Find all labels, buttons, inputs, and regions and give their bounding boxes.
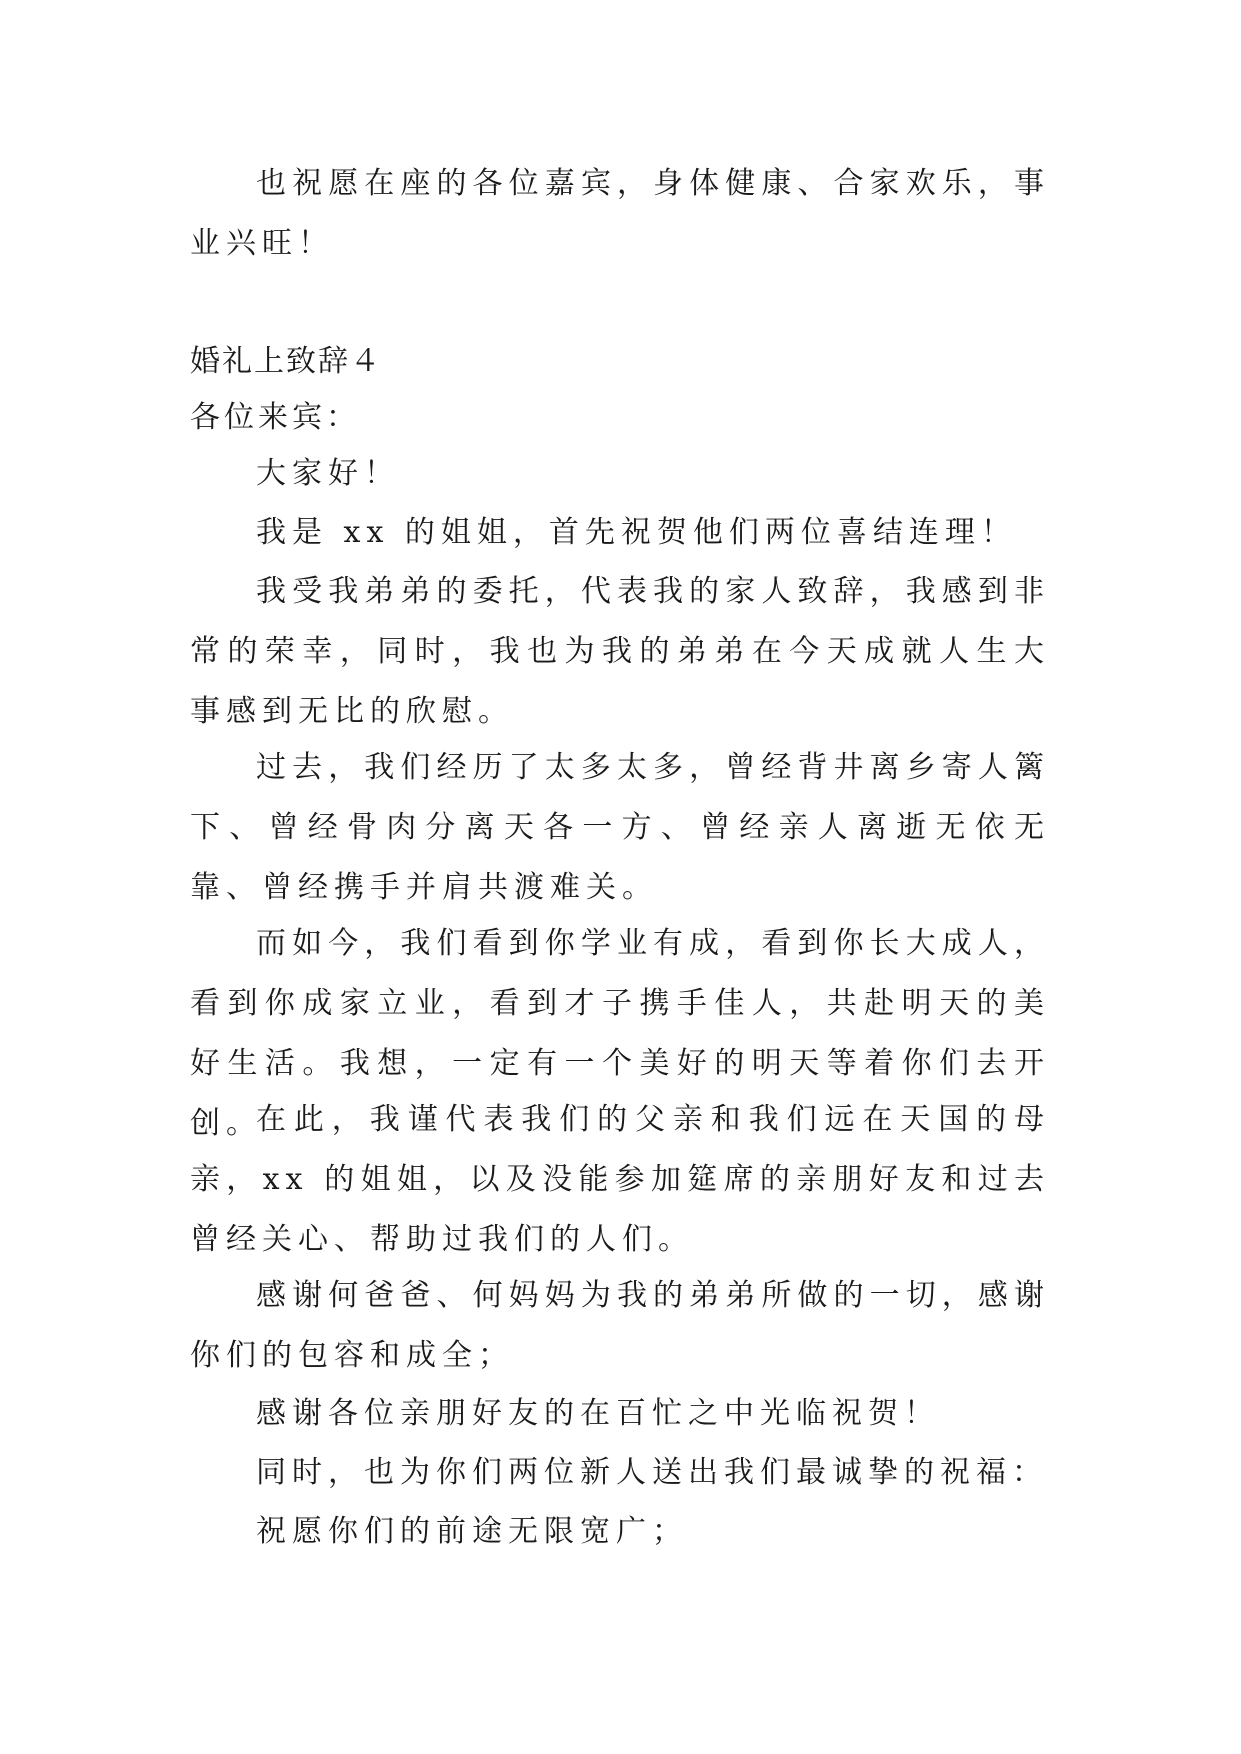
paragraph-present: 而如今，我们看到你学业有成，看到你长大成人，看到你成家立业，看到才子携手佳人，共赴明天的美好生活。我想，一定有一个美好的明天等着你们去开创。 [190, 926, 1050, 1141]
paragraph-past: 过去，我们经历了太多太多，曾经背井离乡寄人篱下、曾经骨肉分离天各一方、曾经亲人离逝无依无靠、曾经携手并肩共渡难关。 [190, 750, 1050, 905]
paragraph-introduction: 我是 xx 的姐姐，首先祝贺他们两位喜结连理！ [256, 515, 1017, 550]
paragraph-honor: 我受我弟弟的委托，代表我的家人致辞，我感到非常的荣幸，同时，我也为我的弟弟在今天成就人生大事感到无比的欣慰。 [190, 574, 1050, 729]
paragraph-blessing-future: 祝愿你们的前途无限宽广； [256, 1514, 688, 1549]
paragraph-thanks-guests: 感谢各位亲朋好友的在百忙之中光临祝贺！ [256, 1396, 940, 1431]
paragraph-thanks-parents: 感谢何爸爸、何妈妈为我的弟弟所做的一切，感谢你们的包容和成全； [190, 1278, 1050, 1373]
section-title: 婚礼上致辞４ [190, 344, 382, 379]
paragraph-greeting: 大家好！ [256, 456, 400, 491]
paragraph-on-behalf: 在此，我谨代表我们的父亲和我们远在天国的母亲，xx 的姐姐，以及没能参加筵席的亲朋好友和过去曾经关心、帮助过我们的人们。 [190, 1102, 1050, 1257]
paragraph-blessing-intro: 同时，也为你们两位新人送出我们最诚挚的祝福： [256, 1455, 1048, 1490]
salutation: 各位来宾： [190, 400, 360, 435]
intro-paragraph: 也祝愿在座的各位嘉宾，身体健康、合家欢乐，事业兴旺！ [190, 166, 1050, 261]
